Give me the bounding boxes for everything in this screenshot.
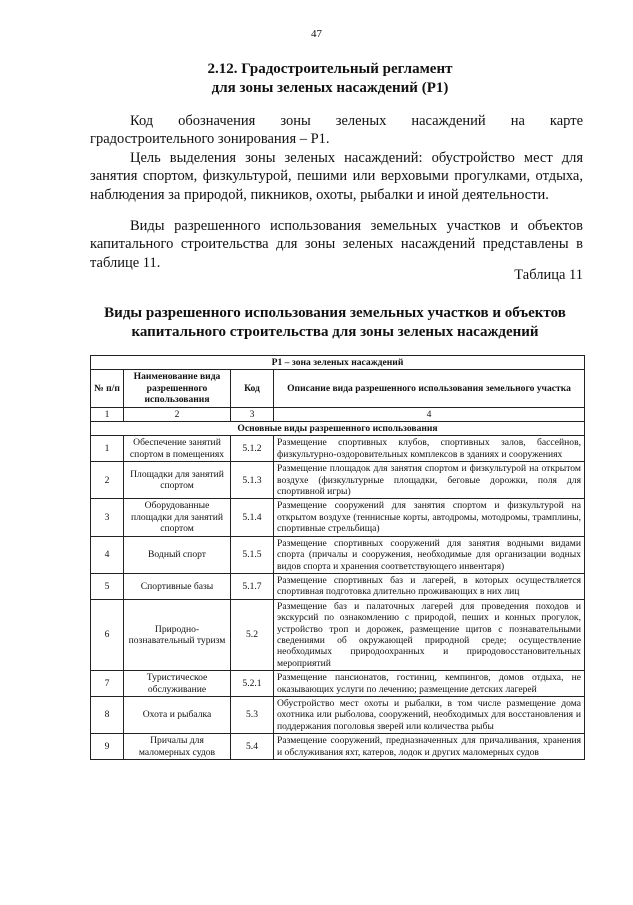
section-title-line2: для зоны зеленых насаждений (Р1) (211, 80, 449, 96)
row-code: 5.2 (231, 599, 274, 670)
row-description: Обустройство мест охоты и рыбалки, в том числе размещение дома охотника или рыболова, сооружений, необходимых для восстановления и поддержания поголовья зверей или количества рыбы (274, 696, 585, 733)
row-code: 5.1.3 (231, 462, 274, 499)
row-use-name: Площадки для занятий спортом (124, 462, 231, 499)
row-number: 2 (91, 462, 124, 499)
header-code: Код (231, 370, 274, 407)
row-use-name: Спортивные базы (124, 573, 231, 599)
subheader-cell: Основные виды разрешенного использования (91, 422, 585, 436)
row-use-name: Природно-познавательный туризм (124, 599, 231, 670)
row-code: 5.3 (231, 696, 274, 733)
row-use-name: Охота и рыбалка (124, 696, 231, 733)
row-number: 5 (91, 573, 124, 599)
row-use-name: Оборудованные площадки для занятий спортом (124, 499, 231, 536)
row-description: Размещение площадок для занятия спортом и физкультурой на открытом воздухе (физкультурные площадки, беговые дорожки, поля для спортивной игры) (274, 462, 585, 499)
paragraph-table-reference: Виды разрешенного использования земельных участков и объектов капитального строительства для зоны зеленых насаждений представлены в таблице 11. (90, 218, 583, 271)
row-description: Размещение сооружений для занятия спортом и физкультурой на открытом воздухе (теннисные корты, автодромы, мотодромы, трамплины, спортивные стрельбища) (274, 499, 585, 536)
table-row (91, 573, 585, 599)
column-header-row (91, 370, 585, 407)
header-name: Наименование вида разрешенного использования (124, 370, 231, 407)
row-description: Размещение спортивных клубов, спортивных залов, бассейнов, физкультурно-оздоровительных комплексов в зданиях и сооружениях (274, 436, 585, 462)
table-row (91, 499, 585, 536)
header-num: № п/п (91, 370, 124, 407)
row-description: Размещение сооружений, предназначенных для причаливания, хранения и обслуживания яхт, катеров, лодок и других маломерных судов (274, 734, 585, 760)
table-row (91, 462, 585, 499)
paragraph-zone-purpose: Цель выделения зоны зеленых насаждений: обустройство мест для занятия спортом, физкультурой, пешими или верховыми прогулками, отдыха, наблюдения за природой, пикников, охоты, рыбалки и иной деятельности. (90, 150, 583, 203)
table-title-line2: капитального строительства для зоны зеленых насаждений (131, 324, 539, 340)
column-number-row (91, 407, 585, 421)
row-number: 8 (91, 696, 124, 733)
col-number-1: 1 (91, 407, 124, 421)
table-row (91, 671, 585, 697)
row-number: 9 (91, 734, 124, 760)
table-row (91, 599, 585, 670)
row-code: 5.1.4 (231, 499, 274, 536)
table-row (91, 436, 585, 462)
paragraph-zone-code-line2: градостроительного зонирования – Р1. (90, 131, 330, 148)
row-number: 1 (91, 436, 124, 462)
row-use-name: Водный спорт (124, 536, 231, 573)
row-code: 5.4 (231, 734, 274, 760)
paragraph-zone-code-line1: Код обозначения зоны зеленых насаждений на карте (130, 113, 583, 129)
row-code: 5.1.7 (231, 573, 274, 599)
row-number: 4 (91, 536, 124, 573)
col-number-4: 4 (274, 407, 585, 421)
row-description: Размещение спортивных сооружений для занятия водными видами спорта (причалы и сооружения, необходимые для организации водных видов спорта и хранения соответствующего инвентаря) (274, 536, 585, 573)
row-code: 5.1.5 (231, 536, 274, 573)
col-number-3: 3 (231, 407, 274, 421)
section-title (130, 60, 530, 98)
table-row (91, 734, 585, 760)
header-desc: Описание вида разрешенного использования земельного участка (274, 370, 585, 407)
row-code: 5.2.1 (231, 671, 274, 697)
zone-header-row (91, 356, 585, 370)
row-number: 6 (91, 599, 124, 670)
zone-header-cell: Р1 – зона зеленых насаждений (91, 356, 585, 370)
table-row (91, 696, 585, 733)
paragraph-zone-code (90, 112, 583, 149)
row-use-name: Обеспечение занятий спортом в помещениях (124, 436, 231, 462)
col-number-2: 2 (124, 407, 231, 421)
row-code: 5.1.2 (231, 436, 274, 462)
row-number: 7 (91, 671, 124, 697)
row-use-name: Туристическое обслуживание (124, 671, 231, 697)
subheader-row (91, 422, 585, 436)
row-description: Размещение пансионатов, гостиниц, кемпингов, домов отдыха, не оказывающих услуги по лечению; размещение детских лагерей (274, 671, 585, 697)
page-number: 47 (311, 28, 322, 40)
row-number: 3 (91, 499, 124, 536)
row-description: Размещение баз и палаточных лагерей для проведения походов и экскурсий по ознакомлению с природой, пеших и конных прогулок, устройство троп и дорожек, размещение щитов с познавательными сведениями об окружающей природной среде; осуществление необходимых природоохранных и природовосстановительных мероприятий (274, 599, 585, 670)
table-title (80, 304, 590, 342)
table-row (91, 536, 585, 573)
permitted-use-table (90, 355, 585, 760)
row-description: Размещение спортивных баз и лагерей, в которых осуществляется спортивная подготовка длительно проживающих в них лиц (274, 573, 585, 599)
table-title-line1: Виды разрешенного использования земельных участков и объектов (104, 305, 566, 321)
table-caption: Таблица 11 (514, 267, 583, 283)
section-title-line1: 2.12. Градостроительный регламент (207, 61, 453, 77)
row-use-name: Причалы для маломерных судов (124, 734, 231, 760)
